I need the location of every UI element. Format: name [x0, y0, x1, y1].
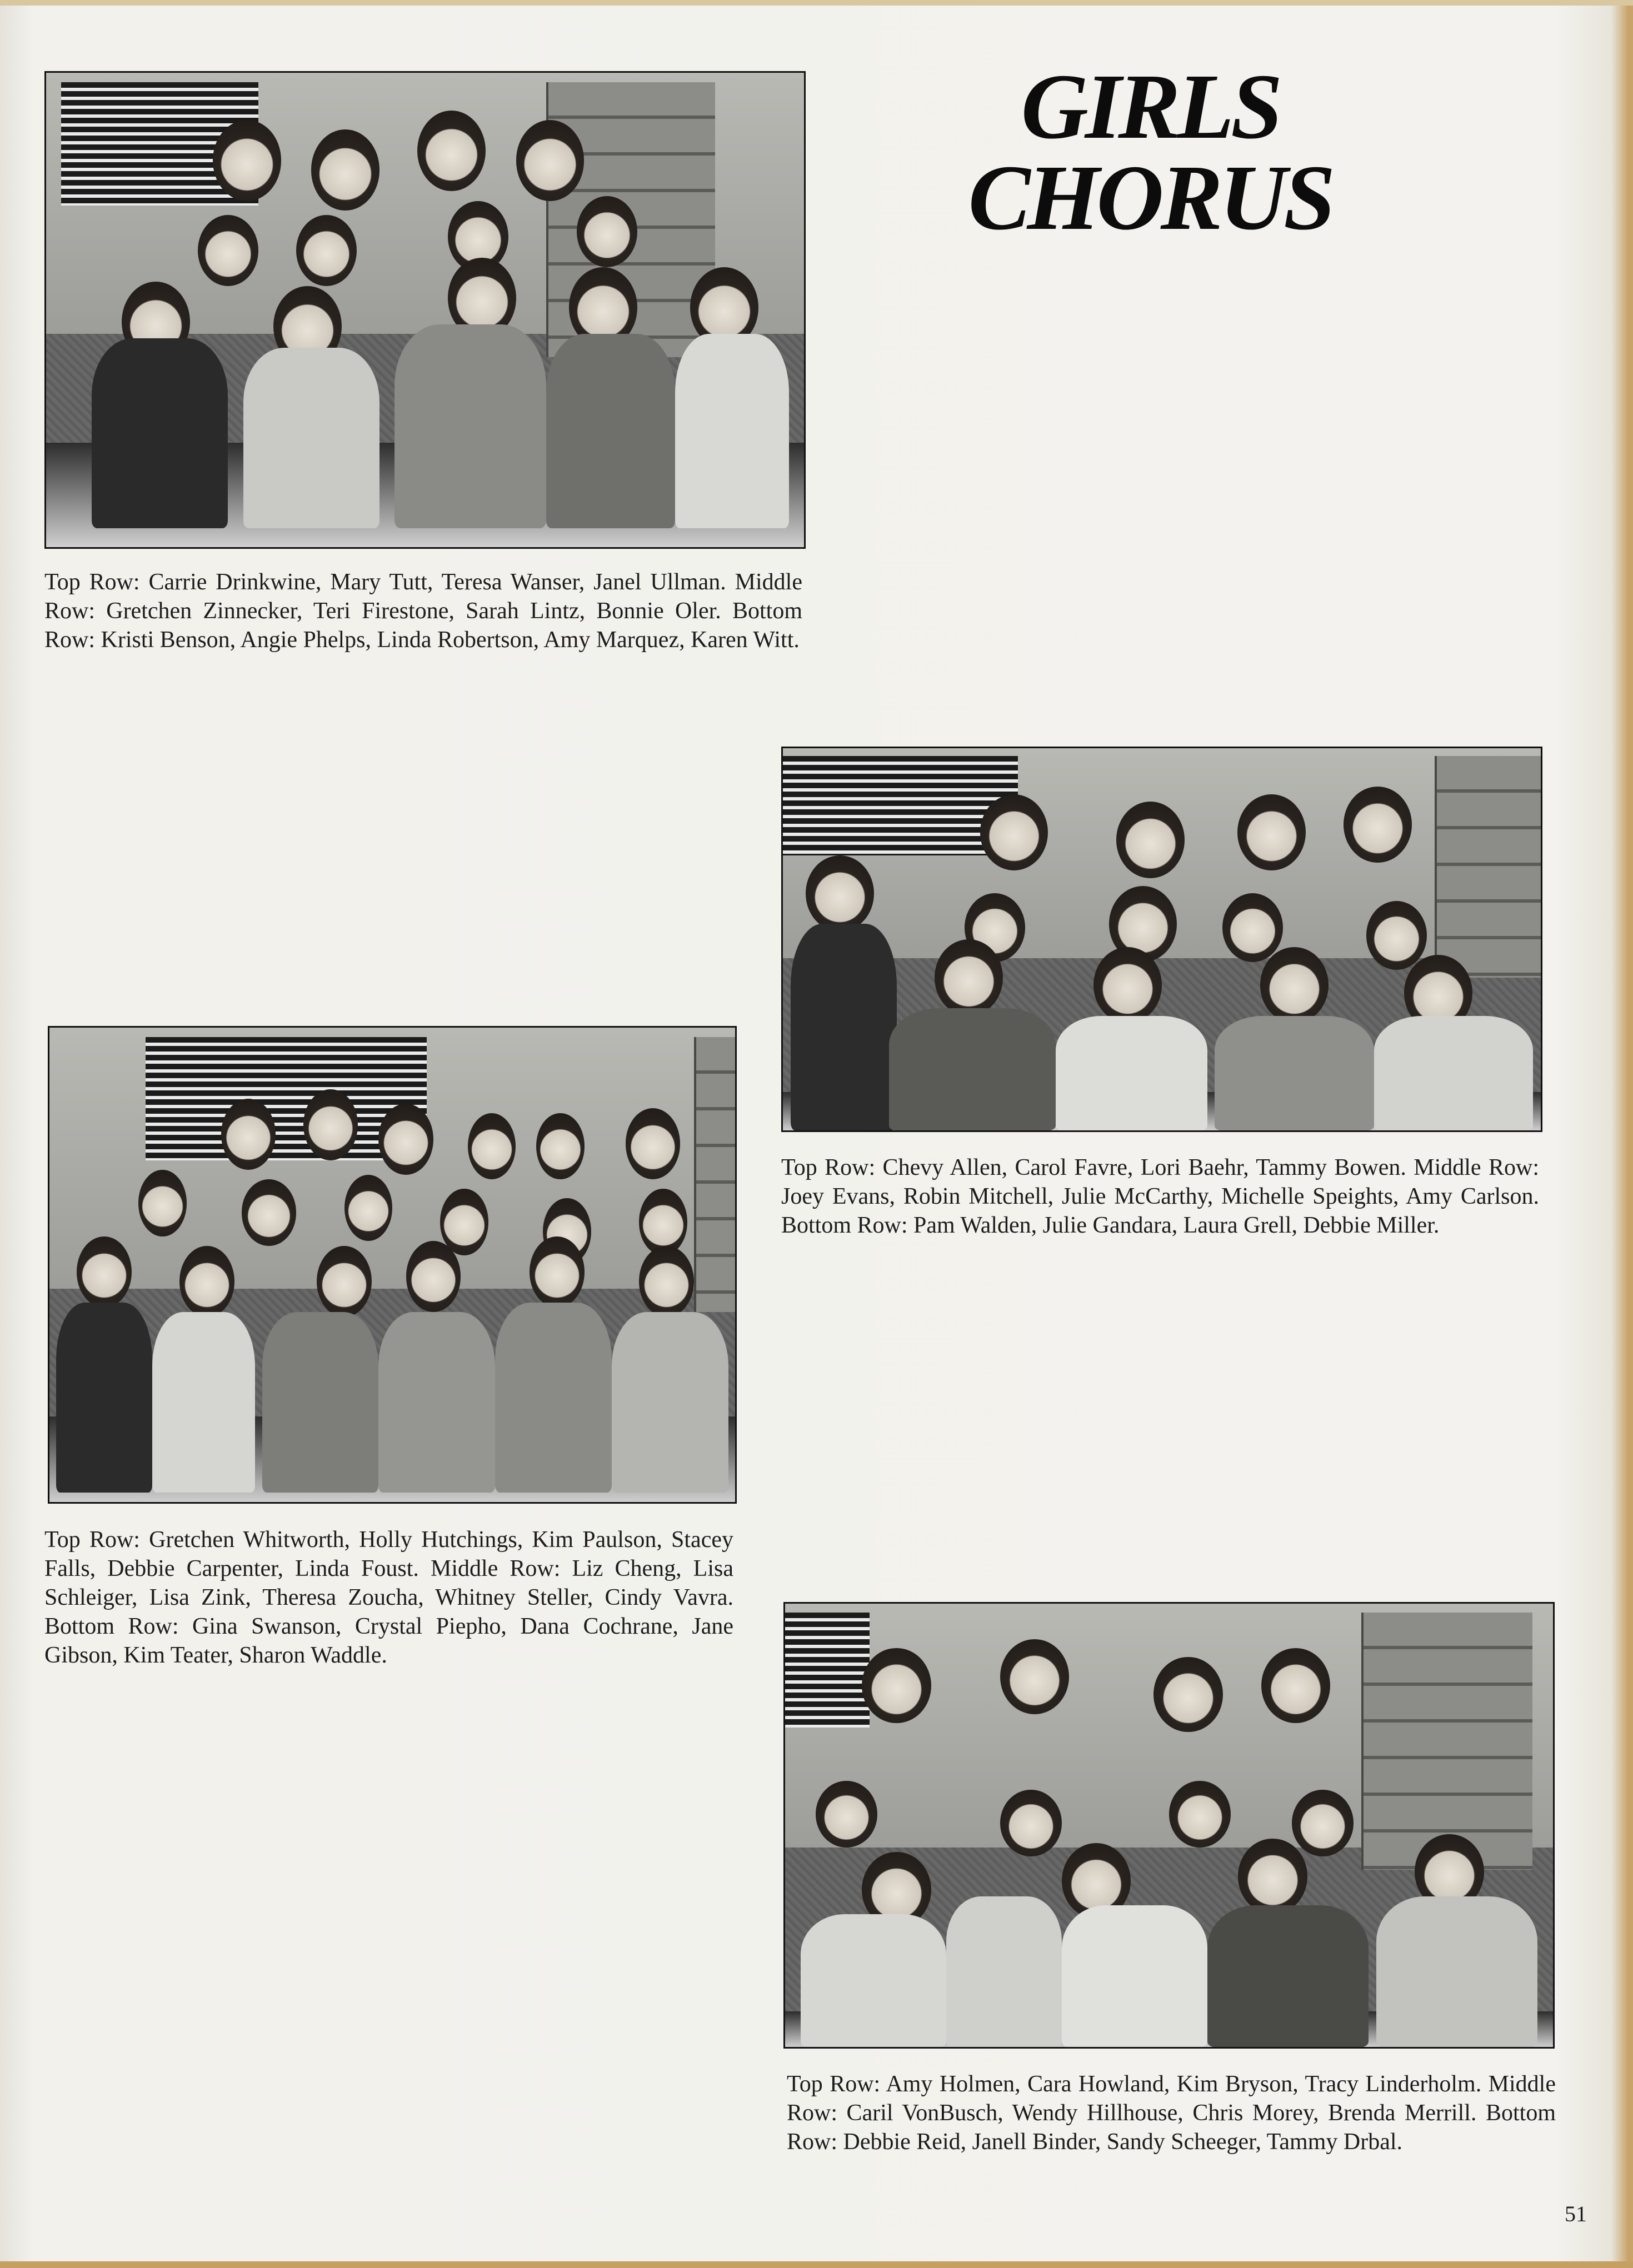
group-caption-3: Top Row: Gretchen Whitworth, Holly Hutchings, Kim Paulson, Stacey Falls, Debbie Carpenter, Linda Foust. Middle Row: Liz Cheng, Lisa Schleiger, Lisa Zink, Theresa Zoucha, Whitney Steller, Cindy Vavra. Bottom Row: Gina Swanson, Crystal Piepho, Dana Cochrane, Jane Gibson, Kim Teater, Sharon Waddle.	[44, 1527, 733, 1668]
group-photo-2	[781, 747, 1542, 1132]
page-bottom-edge	[0, 2261, 1633, 2268]
group-photo-3	[48, 1026, 737, 1504]
group-caption-1: Top Row: Carrie Drinkwine, Mary Tutt, Teresa Wanser, Janel Ullman. Middle Row: Gretchen Zinnecker, Teri Firestone, Sarah Lintz, Bonnie Oler. Bottom Row: Kristi Benson, Angie Phelps, Linda Robertson, Amy Marquez, Karen Witt.	[44, 569, 802, 653]
group-photo-4	[783, 1602, 1555, 2049]
page-number: 51	[1565, 2201, 1587, 2226]
title-line-chorus: CHORUS	[968, 146, 1332, 249]
page-top-edge	[0, 0, 1633, 6]
page-title	[956, 55, 1345, 249]
group-caption-2: Top Row: Chevy Allen, Carol Favre, Lori Baehr, Tammy Bowen. Middle Row: Joey Evans, Robin Mitchell, Julie McCarthy, Michelle Speights, Amy Carlson. Bottom Row: Pam Walden, Julie Gandara, Laura Grell, Debbie Miller.	[781, 1155, 1539, 1238]
group-photo-1	[44, 71, 806, 549]
group-caption-4: Top Row: Amy Holmen, Cara Howland, Kim Bryson, Tracy Linderholm. Middle Row: Caril VonBusch, Wendy Hillhouse, Chris Morey, Brenda Merrill. Bottom Row: Debbie Reid, Janell Binder, Sandy Scheeger, Tammy Drbal.	[787, 2071, 1556, 2155]
title-line-girls: GIRLS	[1021, 55, 1280, 158]
